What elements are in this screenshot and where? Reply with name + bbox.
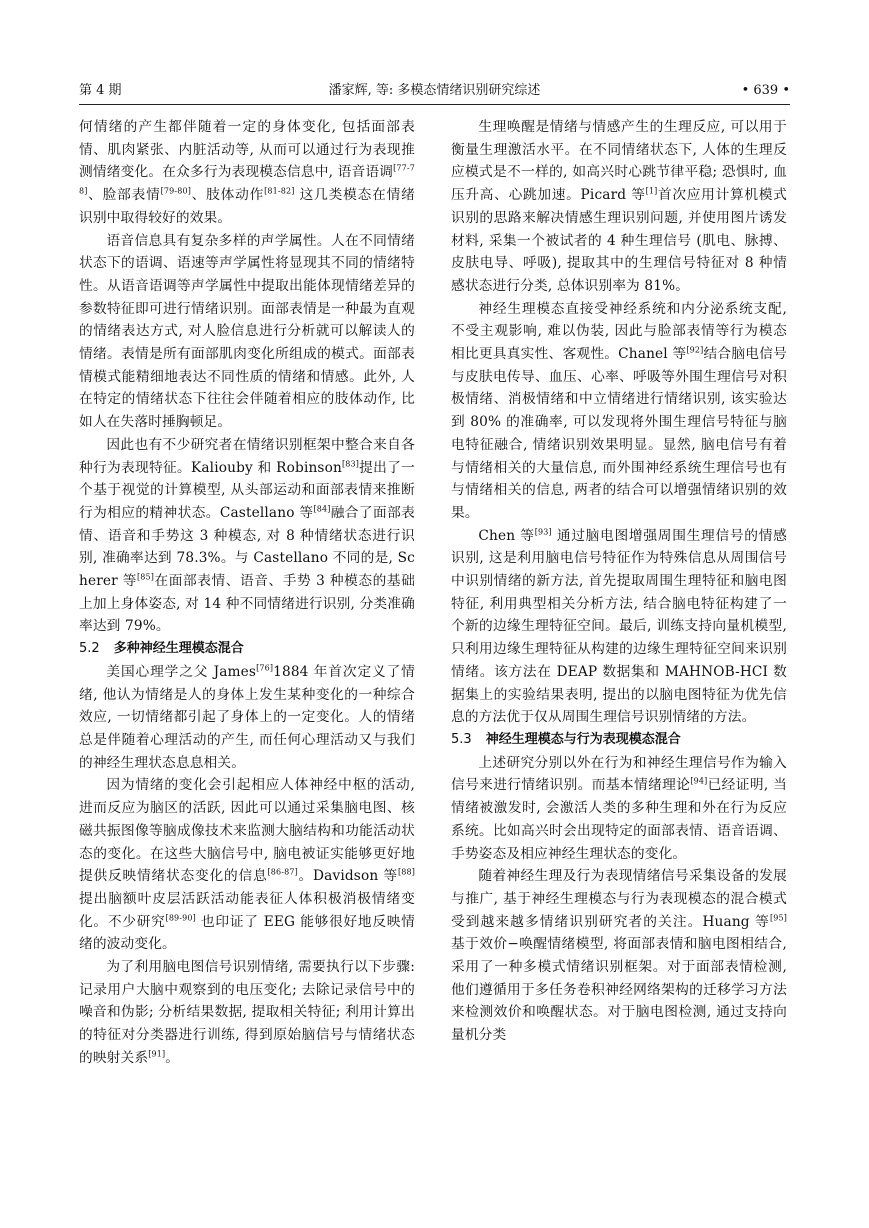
section-heading-5-3: 5.3 神经生理模态与行为表现模态混合	[451, 731, 681, 747]
paragraph-eeg: 因为情绪的变化会引起相应人体神经中枢的活动, 进而反应为脑区的活跃, 因此可以通过采集脑电图、核磁共振图像等脑成像技术来监测大脑结构和功能活动状态的变化。在这些大脑信号中, 脑电被证实能够更好地提供反映情绪状态变化的信息[86-87]。Davidson 等[88]提出脑额叶皮层活跃活动能表征人体积极消极情绪变化。不少研究[89-90] 也印证了 EEG 能够很好地反映情绪的波动变化。	[79, 777, 416, 953]
paragraph-eeg-steps: 为了利用脑电图信号识别情绪, 需要执行以下步骤: 记录用户大脑中观察到的电压变化; 去除记录信号中的噪音和伪影; 分析结果数据, 提取相关特征; 利用计算出的特征对分类器进行训练, 得到原始脑信号与情绪状态的映射关系[91]。	[79, 959, 415, 1066]
citation[interactable]: [91]	[148, 1049, 166, 1059]
citation[interactable]: [84]	[313, 504, 331, 514]
citation[interactable]: [76]	[256, 663, 274, 673]
citation[interactable]: [89-90]	[165, 913, 196, 923]
citation[interactable]: [94]	[690, 776, 708, 786]
running-header	[79, 78, 790, 105]
issue-label: 第 4 期	[79, 83, 122, 98]
running-title: 潘家辉, 等: 多模态情绪识别研究综述	[328, 83, 541, 98]
left-column	[79, 116, 415, 1070]
citation[interactable]: [86-87]	[267, 867, 298, 877]
citation[interactable]: [85]	[137, 572, 155, 582]
citation[interactable]: [93]	[534, 527, 552, 537]
citation[interactable]: [95]	[769, 913, 787, 923]
citation[interactable]: [83]	[341, 458, 359, 468]
paragraph-huang: 随着神经生理及行为表现情绪信号采集设备的发展与推广, 基于神经生理模态与行为表现模态的混合模式受到越来越多情绪识别研究者的关注。Huang 等[95] 基于效价−唤醒情绪模型, 将面部表情和脑电图相结合, 采用了一种多模式情绪识别框架。对于面部表情检测, 他们遵循用于多任务卷积神经网络架构的迁移学习方法来检测效价和唤醒状态。对于脑电图检测, 通过支持向量机分类	[451, 868, 787, 1044]
citation[interactable]: [81-82]	[264, 186, 295, 196]
page-number: • 639 •	[741, 83, 790, 98]
paragraph-chen: Chen 等[93] 通过脑电图增强周围生理信号的情感识别, 这是利用脑电信号特征作为特殊信息从周围信号中识别情绪的新方法, 首先提取周围生理特征和脑电图特征, 利用典型相关分析方法, 结合脑电特征构建了一个新的边缘生理特征空间。最后, 训练支持向量机模型, 只利用边缘生理特征从构建的边缘生理特征空间来识别情绪。该方法在 DEAP 数据集和 MAHNOB-HCI 数据集上的实验结果表明, 提出的以脑电图特征为优先信息的方法优于仅从周围生理信号识别情绪的方法。	[451, 527, 787, 726]
paragraph-physiological-arousal: 生理唤醒是情绪与情感产生的生理反应, 可以用于衡量生理激活水平。在不同情绪状态下, 人体的生理反应模式是不一样的, 如高兴时心跳节律平稳; 恐惧时, 血压升高、心跳加速。Picard 等[1]首次应用计算机模式识别的思路来解决情感生理识别问题, 并使用图片诱发材料, 采集一个被试者的 4 种生理信号 (肌电、脉搏、皮肤电导、呼吸), 提取其中的生理信号特征对 8 种情感状态进行分类, 总体识别率为 81%。	[451, 119, 787, 294]
citation[interactable]: [88]	[397, 867, 416, 877]
paragraph-james: 美国心理学之父 James[76]1884 年首次定义了情绪, 他认为情绪是人的身体上发生某种变化的一种综合效应, 一切情绪都引起了身体上的一定变化。人的情绪总是伴随着心理活动的产生, 而任何心理活动又与我们的神经生理状态息息相关。	[79, 663, 415, 771]
paragraph-chanel: 神经生理模态直接受神经系统和内分泌系统支配, 不受主观影响, 难以伪装, 因此与脸部表情等行为模态相比更具真实性、客观性。Chanel 等[92]结合脑电信号与皮肤电传导、血压、心率、呼吸等外围生理信号对积极情绪、消极情绪和中立情绪进行情绪识别, 该实验达到 80% 的准确率, 可以发现将外围生理信号特征与脑电特征融合, 情绪识别效果明显。显然, 脑电信号有着与情绪相关的大量信息, 而外围神经系统生理信号也有与情绪相关的信息, 两者的结合可以增强情绪识别的效果。	[451, 300, 787, 521]
right-column	[451, 116, 787, 1047]
section-heading-5-2: 5.2 多种神经生理模态混合	[79, 641, 244, 657]
citation[interactable]: [79-80]	[160, 186, 192, 196]
paragraph-basic-emotion: 上述研究分别以外在行为和神经生理信号作为输入信号来进行情绪识别。而基本情绪理论[94]已经证明, 当情绪被激发时, 会激活人类的多种生理和外在行为反应系统。比如高兴时会出现特定的面部表情、语音语调、手势姿态及相应神经生理状态的变化。	[451, 754, 787, 862]
paragraph-speech-face: 语音信息具有复杂多样的声学属性。人在不同情绪状态下的语调、语速等声学属性将显现其不同的情绪特性。从语音语调等声学属性中提取出能体现情绪差异的参数特征即可进行情绪识别。面部表情是一种最为直观的情绪表达方式, 对人脸信息进行分析就可以解读人的情绪。表情是所有面部肌肉变化所组成的模式。面部表情模式能精细地表达不同性质的情绪和情感。此外, 人在特定的情绪状态下往往会伴随着相应的肢体动作, 比如人在失落时捶胸顿足。	[79, 232, 415, 431]
paragraph-behavior-intro: 何情绪的产生都伴随着一定的身体变化, 包括面部表情、肌肉紧张、内脏活动等, 从而可以通过行为表现推测情绪变化。在众多行为表现模态信息中, 语音语调[77-78]、脸部表情[79-80]、肢体动作[81-82] 这几类模态在情绪识别中取得较好的效果。	[79, 119, 415, 226]
citation[interactable]: [77-78]	[79, 163, 415, 196]
citation[interactable]: [1]	[645, 186, 658, 196]
citation[interactable]: [92]	[686, 345, 704, 355]
paragraph-behavior-fusion: 因此也有不少研究者在情绪识别框架中整合来自各种行为表现特征。Kaliouby 和 Robinson[83]提出了一个基于视觉的计算模型, 从头部运动和面部表情来推断行为相应的精神状态。Castellano 等[84]融合了面部表情、语音和手势这 3 种模态, 对 8 种情绪状态进行识别, 准确率达到 78.3%。与 Castellano 不同的是, Scherer 等[85]在面部表情、语音、手势 3 种模态的基础上加上身体姿态, 对 14 种不同情绪进行识别, 分类准确率达到 79%。	[79, 436, 415, 635]
